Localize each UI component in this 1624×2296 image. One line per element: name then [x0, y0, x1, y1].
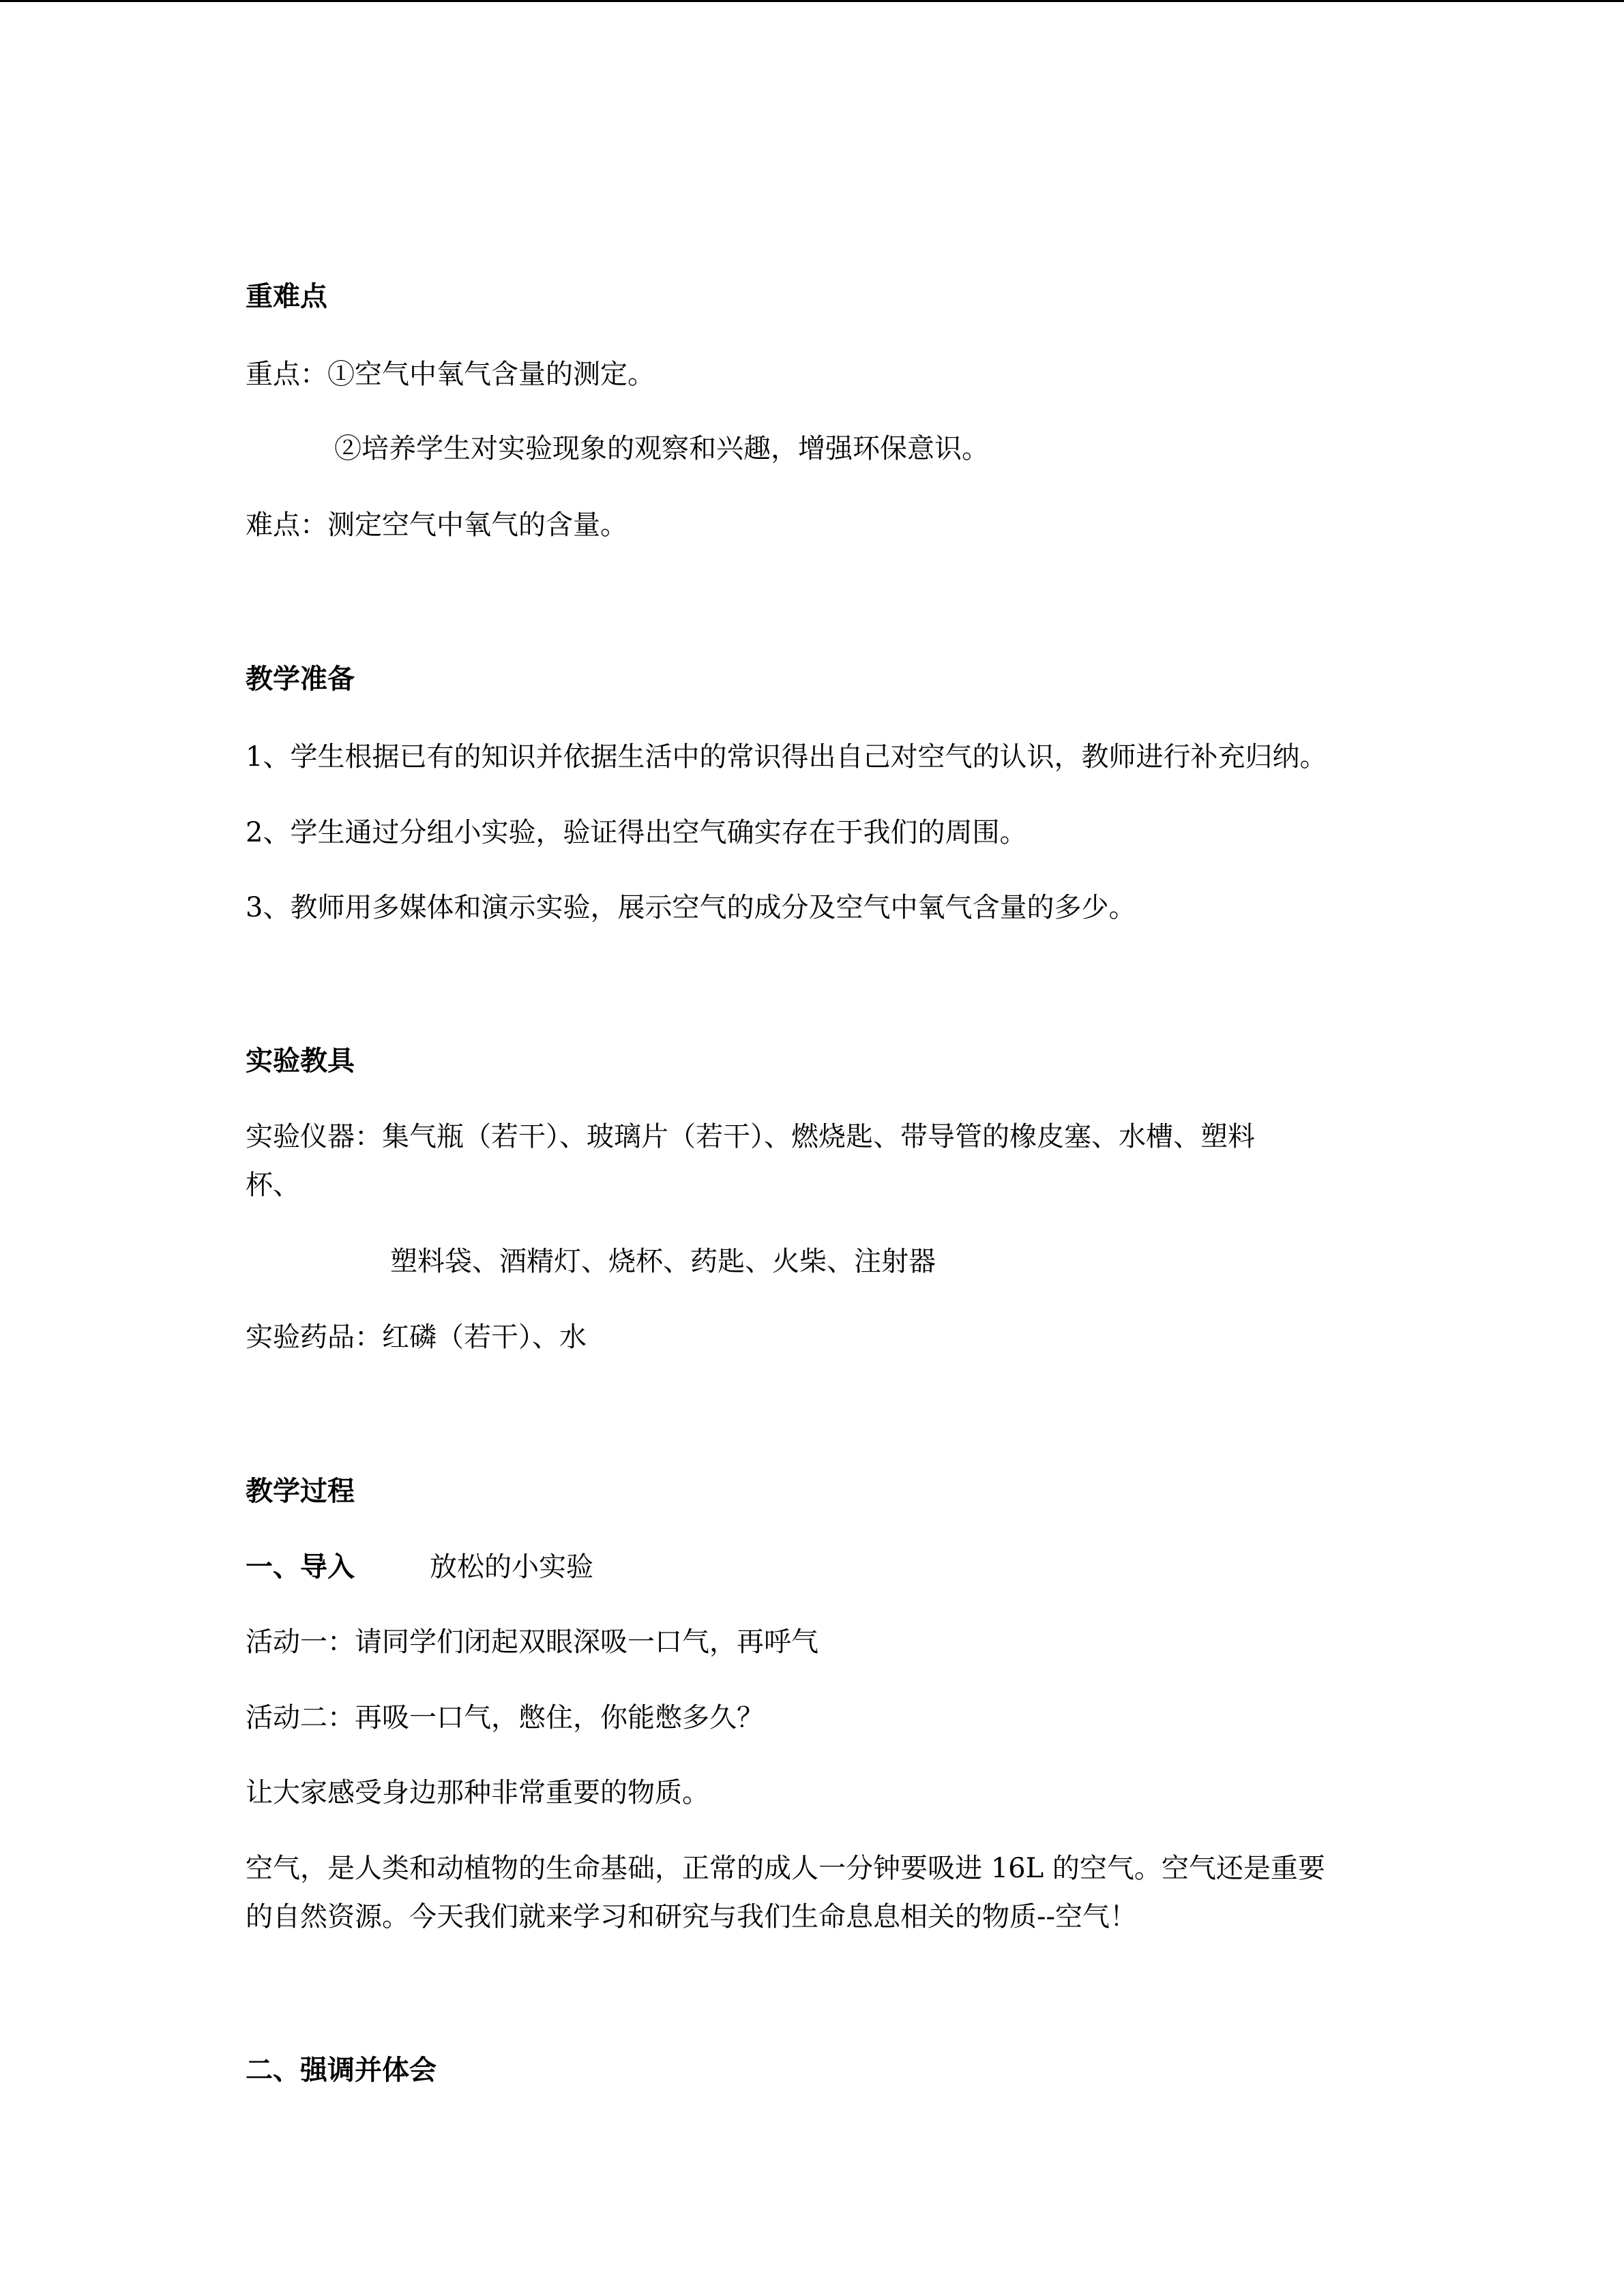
- preparation-item-3: 3、教师用多媒体和演示实验，展示空气的成分及空气中氧气含量的多少。: [246, 892, 1136, 923]
- activity-1: 活动一：请同学们闭起双眼深吸一口气，再呼气: [246, 1626, 818, 1658]
- reagents-line: 实验药品：红磷（若干）、水: [246, 1322, 587, 1353]
- preparation-heading: 教学准备: [246, 664, 355, 695]
- feel-line: 让大家感受身边那种非常重要的物质。: [246, 1777, 709, 1808]
- process-heading: 教学过程: [246, 1476, 355, 1507]
- key-points-heading: 重难点: [246, 281, 327, 312]
- preparation-item-1: 1、学生根据已有的知识并依据生活中的常识得出自己对空气的认识，教师进行补充归纳。: [246, 741, 1327, 773]
- air-paragraph-line-2: 的自然资源。今天我们就来学习和研究与我们生命息息相关的物质--空气！: [246, 1901, 1138, 1933]
- instruments-line-1: 实验仪器：集气瓶（若干）、玻璃片（若干）、燃烧匙、带导管的橡皮塞、水槽、塑料: [246, 1121, 1255, 1152]
- intro-label: 一、导入: [246, 1551, 355, 1583]
- activity-2: 活动二：再吸一口气，憋住，你能憋多久？: [246, 1702, 764, 1733]
- instruments-line-3: 塑料袋、酒精灯、烧杯、药匙、火柴、注射器: [390, 1246, 936, 1277]
- equipment-heading: 实验教具: [246, 1045, 355, 1077]
- key-point-1: 重点：①空气中氧气含量的测定。: [246, 359, 655, 390]
- intro-line: [246, 1553, 593, 1581]
- intro-text: 放松的小实验: [430, 1551, 593, 1583]
- preparation-item-2: 2、学生通过分组小实验，验证得出空气确实存在于我们的周围。: [246, 817, 1027, 848]
- instruments-line-2: 杯、: [246, 1169, 300, 1201]
- air-paragraph-line-1: 空气，是人类和动植物的生命基础，正常的成人一分钟要吸进 16L 的空气。空气还是重要: [246, 1853, 1325, 1884]
- section-2-heading: 二、强调并体会: [246, 2055, 437, 2086]
- difficulty-point: 难点：测定空气中氧气的含量。: [246, 509, 628, 541]
- key-point-2: ②培养学生对实验现象的观察和兴趣，增强环保意识。: [334, 433, 989, 464]
